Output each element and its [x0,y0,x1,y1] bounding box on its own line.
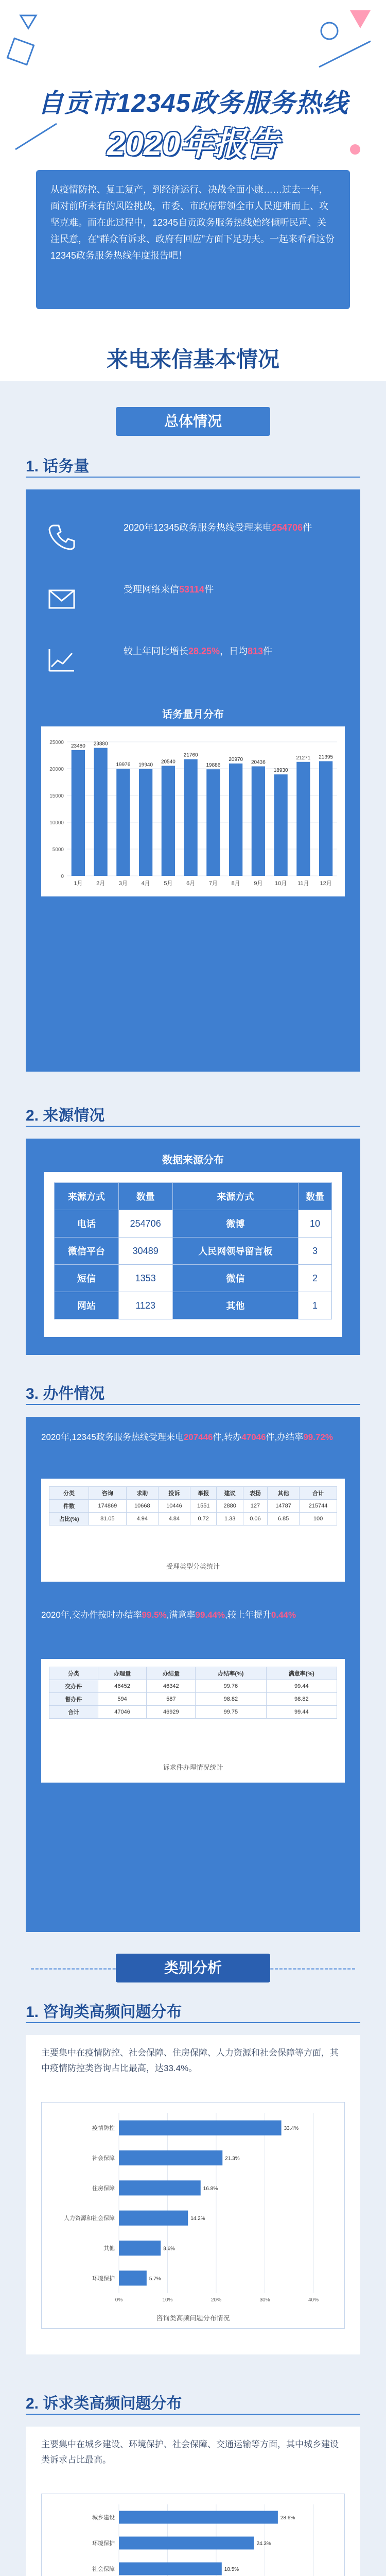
x-tick-label: 6月 [186,880,196,887]
data-label: 18.5% [224,2567,239,2572]
x-tick-label: 3月 [118,880,128,887]
data-label: 16.8% [203,2185,218,2192]
sub-line [26,1404,360,1405]
consult-bar-chart [42,2103,344,2309]
sub-line [26,2022,360,2023]
sub-heading-consult: 1. 咨询类高频问题分布 [26,2004,182,2021]
y-tick-label: 城乡建设 [92,2515,115,2521]
y-tick-label: 环境保护 [92,2275,115,2282]
x-tick-label: 9月 [254,880,263,887]
table-cell: 办结率(%) [196,1667,266,1680]
y-tick-label: 25000 [49,740,64,745]
sub-line [26,2414,360,2415]
bar [296,762,310,876]
y-tick-label: 10000 [49,820,64,826]
handling-status-table [49,1667,337,1719]
table-row [49,1680,337,1693]
table-cell: 98.82 [196,1693,266,1706]
table-cell: 587 [147,1693,196,1706]
consult-chart-box [41,2102,345,2329]
x-tick-label: 40% [308,2297,319,2303]
x-tick-label: 5月 [164,880,173,887]
data-label: 8.6% [163,2246,176,2252]
table-row [55,1238,332,1265]
handling-text-2: 2020年,交办件按时办结率99.5%,满意率99.44%,较上年提升0.44% [41,1610,296,1620]
table-row [49,1500,337,1513]
y-tick-label: 社会保障 [92,2155,115,2162]
sub-line [26,1126,360,1127]
table-cell: 99.76 [196,1680,266,1693]
appeal-bar-chart [42,2494,344,2576]
bar [274,774,288,876]
hero-section [0,0,386,330]
stat-text-calls: 2020年12345政务服务热线受理来电254706件 [124,522,312,533]
table-cell: 2 [299,1265,332,1292]
pill-type-analysis: 类别分析 [116,1954,270,1982]
x-tick-label: 0% [115,2297,123,2303]
data-label: 20436 [251,759,266,766]
data-label: 21395 [319,754,334,760]
bar [162,766,175,876]
table-cell: 件数 [49,1500,89,1513]
bar [119,2121,282,2136]
table-cell: 举报 [190,1487,216,1500]
table-cell: 数量 [299,1183,332,1210]
table-cell: 分类 [49,1487,89,1500]
bar [206,769,220,876]
table-cell: 3 [299,1238,332,1265]
bar [184,759,198,876]
consult-text: 主要集中在疫情防控、社会保障、住房保障、人力资源和社会保障等方面，其中疫情防控类咨询占比最高，达33.4%。 [41,2048,339,2073]
bar [119,2211,188,2226]
table-cell: 电话 [55,1210,119,1238]
table-cell: 数量 [118,1183,172,1210]
table-row [49,1706,337,1719]
table-cell: 4.94 [126,1513,158,1526]
data-label: 21271 [296,755,311,761]
table-cell: 594 [98,1693,147,1706]
table-cell: 0.72 [190,1513,216,1526]
table-cell: 合计 [49,1706,98,1719]
table-cell: 交办件 [49,1680,98,1693]
table-row [55,1292,332,1319]
table-cell: 254706 [118,1210,172,1238]
table-cell: 4.84 [158,1513,190,1526]
table-cell: 99.44 [266,1680,337,1693]
source-table [54,1182,332,1319]
table-cell: 占比(%) [49,1513,89,1526]
pill-overview: 总体情况 [116,407,270,436]
stat-row-calls [46,515,335,562]
stat-row-mail [46,577,335,623]
table-cell: 174869 [89,1500,126,1513]
table-cell: 网站 [55,1292,119,1319]
table-cell: 81.05 [89,1513,126,1526]
data-label: 19976 [116,762,131,768]
data-label: 33.4% [284,2126,299,2132]
table-cell: 1.33 [217,1513,243,1526]
table-cell: 14787 [268,1500,300,1513]
table-cell: 分类 [49,1667,98,1680]
bar [119,2180,201,2195]
bar [119,2270,147,2285]
table-cell: 建议 [217,1487,243,1500]
y-tick-label: 5000 [52,847,64,853]
y-tick-label: 疫情防控 [92,2125,115,2132]
table-cell: 127 [243,1500,267,1513]
source-table-title: 数据来源分布 [162,1155,224,1166]
table-cell: 督办件 [49,1693,98,1706]
appeal-chart-box [41,2494,345,2576]
data-label: 19886 [206,762,221,769]
handling-table2-box [41,1659,345,1783]
table-row [55,1183,332,1210]
table-cell: 表扬 [243,1487,267,1500]
x-tick-label: 20% [210,2297,222,2303]
bar [94,748,108,876]
bar [119,2150,222,2165]
table-row [55,1265,332,1292]
table-cell: 其他 [172,1292,298,1319]
x-tick-label: 8月 [231,880,240,887]
data-label: 20540 [161,759,176,765]
stat-text-mail: 受理网络来信53114件 [124,584,214,595]
trend-icon [46,645,77,676]
table-cell: 办结量 [147,1667,196,1680]
table-cell: 办理量 [98,1667,147,1680]
table-row [55,1210,332,1238]
table-row [49,1693,337,1706]
table-cell: 来源方式 [172,1183,298,1210]
x-tick-label: 10% [162,2297,173,2303]
table-cell: 47046 [98,1706,147,1719]
appeal-text: 主要集中在城乡建设、环境保护、社会保障、交通运输等方面，其中城乡建设类诉求占比最高。 [41,2439,339,2465]
phone-icon [46,521,77,552]
x-tick-label: 11月 [297,880,309,887]
table-cell: 合计 [300,1487,337,1500]
sub-heading-source: 2. 来源情况 [26,1107,105,1124]
data-label: 19940 [138,762,153,768]
table-cell: 46929 [147,1706,196,1719]
sub-heading-traffic: 1. 话务量 [26,458,90,475]
table-cell: 0.06 [243,1513,267,1526]
table-cell: 10446 [158,1500,190,1513]
source-table-box [44,1172,342,1337]
data-label: 28.6% [280,2515,295,2521]
x-tick-label: 1月 [74,880,83,887]
stat-row-growth [46,639,335,685]
data-label: 18930 [273,768,288,774]
table-cell: 6.85 [268,1513,300,1526]
y-tick-label: 环境保护 [92,2540,115,2547]
y-tick-label: 20000 [49,767,64,772]
bar [119,2241,161,2256]
bar [116,769,130,876]
table-cell: 100 [300,1513,337,1526]
table-cell: 求助 [126,1487,158,1500]
x-tick-label: 12月 [320,880,332,887]
table-cell: 2880 [217,1500,243,1513]
table-cell: 1353 [118,1265,172,1292]
data-label: 23880 [93,741,108,747]
data-label: 21.3% [225,2156,240,2162]
table-row [49,1667,337,1680]
bar [119,2563,222,2575]
table-cell: 来源方式 [55,1183,119,1210]
table-cell: 10668 [126,1500,158,1513]
caption-handling-1: 受理类型分类统计 [166,1563,220,1570]
table-cell: 其他 [268,1487,300,1500]
table-cell: 短信 [55,1265,119,1292]
stat-text-growth: 较上年同比增长28.25%，日均813件 [124,646,273,656]
intro-text: 从疫情防控、复工复产，到经济运行、决战全面小康……过去一年，面对前所未有的风险挑战，市委、市政府带领全市人民迎难而上、攻坚克难。而在此过程中，12345自贡政务服务热线始终倾听民声、关注民意，在“群众有诉求、政府有回应”方面下足功夫。一起来看看这份12345政务服务热线年度报告吧！ [36,170,350,309]
data-label: 21760 [183,752,198,758]
table-cell: 微博 [172,1210,298,1238]
table-cell: 10 [299,1210,332,1238]
table-row [49,1487,337,1500]
bar [139,769,152,876]
handling-type-table [49,1486,337,1526]
bar [252,766,265,876]
sub-heading-appeal: 2. 诉求类高频问题分布 [26,2395,182,2412]
traffic-bar-chart [41,726,345,896]
sub-heading-handling: 3. 办件情况 [26,1385,105,1402]
x-tick-label: 2月 [96,880,106,887]
table-cell: 99.75 [196,1706,266,1719]
report-title-line1: 自贡市12345政务服务热线 [38,89,348,117]
data-label: 20970 [229,756,243,762]
bar [72,750,85,876]
bar [119,2537,254,2550]
traffic-chart-box [41,726,345,896]
chart-title-traffic: 话务量月分布 [162,709,224,720]
y-tick-label: 社会保障 [92,2566,115,2572]
table-cell: 咨询 [89,1487,126,1500]
x-tick-label: 30% [259,2297,270,2303]
y-tick-label: 其他 [103,2245,115,2252]
table-cell: 46342 [147,1680,196,1693]
y-tick-label: 人力资源和社会保障 [64,2215,115,2222]
mail-icon [46,583,77,614]
data-label: 23480 [71,743,85,749]
table-cell: 215744 [300,1500,337,1513]
table-cell: 1 [299,1292,332,1319]
table-cell: 1123 [118,1292,172,1319]
caption-consult: 咨询类高频问题分布情况 [156,2314,230,2322]
bar [229,764,242,876]
table-cell: 微信平台 [55,1238,119,1265]
x-tick-label: 7月 [208,880,218,887]
table-cell: 人民网领导留言板 [172,1238,298,1265]
x-tick-label: 10月 [275,880,287,887]
data-label: 24.3% [256,2541,271,2547]
table-cell: 46452 [98,1680,147,1693]
sub-line [26,477,360,478]
table-cell: 微信 [172,1265,298,1292]
table-cell: 30489 [118,1238,172,1265]
section-title: 来电来信基本情况 [106,347,279,371]
report-title-line2: 2020年报告 [107,125,279,162]
data-label: 5.7% [149,2276,161,2282]
table-cell: 98.82 [266,1693,337,1706]
x-tick-label: 4月 [141,880,150,887]
table-cell: 99.44 [266,1706,337,1719]
handling-table1-box [41,1479,345,1582]
bar [119,2511,278,2524]
bar [319,761,332,876]
table-cell: 1551 [190,1500,216,1513]
y-tick-label: 0 [61,874,64,879]
table-cell: 投诉 [158,1487,190,1500]
y-tick-label: 15000 [49,793,64,799]
table-row [49,1513,337,1526]
caption-handling-2: 诉求件办理情况统计 [163,1764,223,1771]
data-label: 14.2% [190,2216,205,2222]
handling-text-1: 2020年,12345政务服务热线受理来电207446件,转办47046件,办结率99.72% [41,1432,333,1442]
table-cell: 满意率(%) [266,1667,337,1680]
y-tick-label: 住房保障 [92,2185,115,2192]
